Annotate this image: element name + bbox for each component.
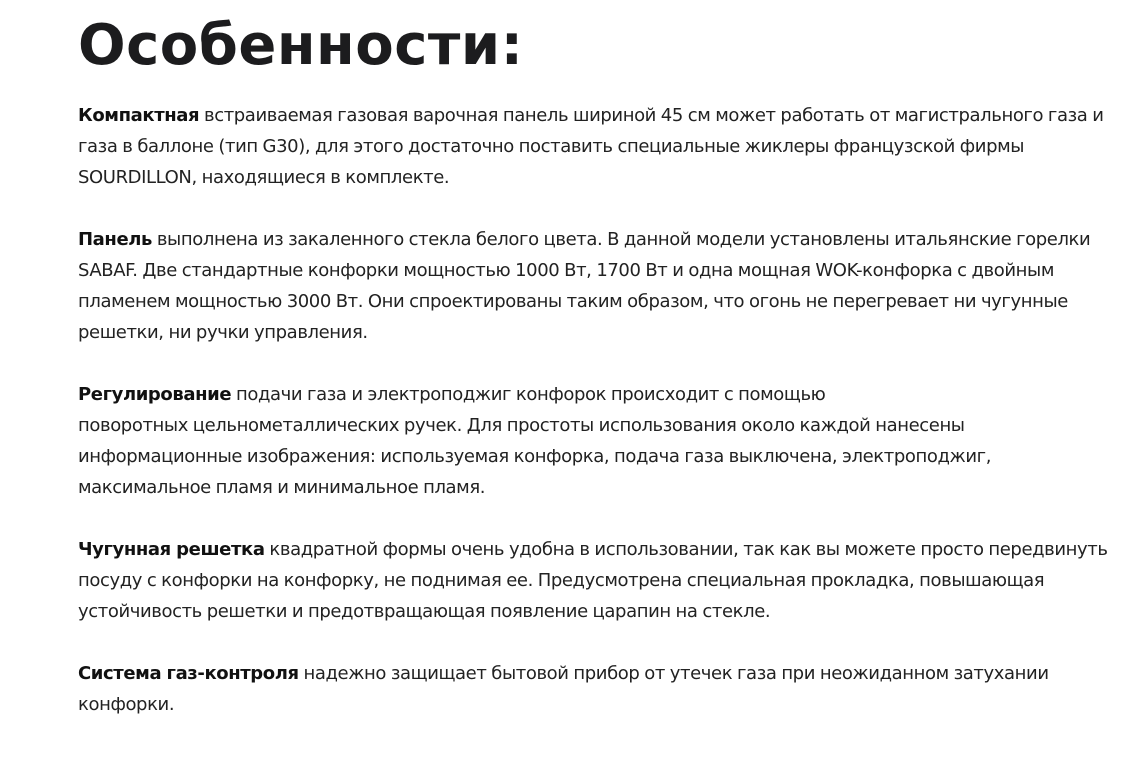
feature-text: встраиваемая газовая варочная панель шириной 45 см может работать от магистрального газа и газа в баллоне (тип G30), для этого достаточно поставить специальные жиклеры французской фирмы SOURDILLON, находящиеся в комплекте.: [78, 105, 1104, 188]
feature-text: подачи газа и электроподжиг конфорок происходит с помощью: [231, 384, 826, 405]
feature-compact: [78, 100, 1114, 193]
feature-text: квадратной формы очень удобна в использовании, так как вы можете просто передвинуть посуду с конфорки на конфорку, не поднимая ее. Предусмотрена специальная прокладка, повышающая устойчивость решетки и предотвращающая появление царапин на стекле.: [78, 539, 1108, 622]
feature-lead: Регулирование: [78, 384, 232, 405]
feature-text: выполнена из закаленного стекла белого цвета. В данной модели установлены итальянские горелки SABAF. Две стандартные конфорки мощностью 1000 Вт, 1700 Вт и одна мощная WOK-конфорка с двойным пламенем мощностью 3000 Вт. Они спроектированы таким образом, что огонь не перегревает ни чугунные решетки, ни ручки управления.: [78, 229, 1091, 343]
feature-text: надежно защищает бытовой прибор от утечек газа при неожиданном затухании конфорки.: [78, 663, 1049, 715]
page-title: Особенности:: [78, 13, 524, 78]
feature-regulation: [78, 379, 1114, 503]
feature-lead: Компактная: [78, 105, 200, 126]
feature-lead: Система газ-контроля: [78, 663, 299, 684]
feature-lead: Панель: [78, 229, 153, 250]
feature-lead: Чугунная решетка: [78, 539, 265, 560]
features-content: [78, 8, 1114, 720]
feature-panel: [78, 224, 1114, 348]
feature-cast-iron-grate: [78, 534, 1114, 627]
feature-gas-control: [78, 658, 1114, 720]
feature-text: поворотных цельнометаллических ручек. Для простоты использования около каждой нанесены информационные изображения: используемая конфорка, подача газа выключена, электроподжиг, максимальное пламя и минимальное пламя.: [78, 415, 992, 498]
